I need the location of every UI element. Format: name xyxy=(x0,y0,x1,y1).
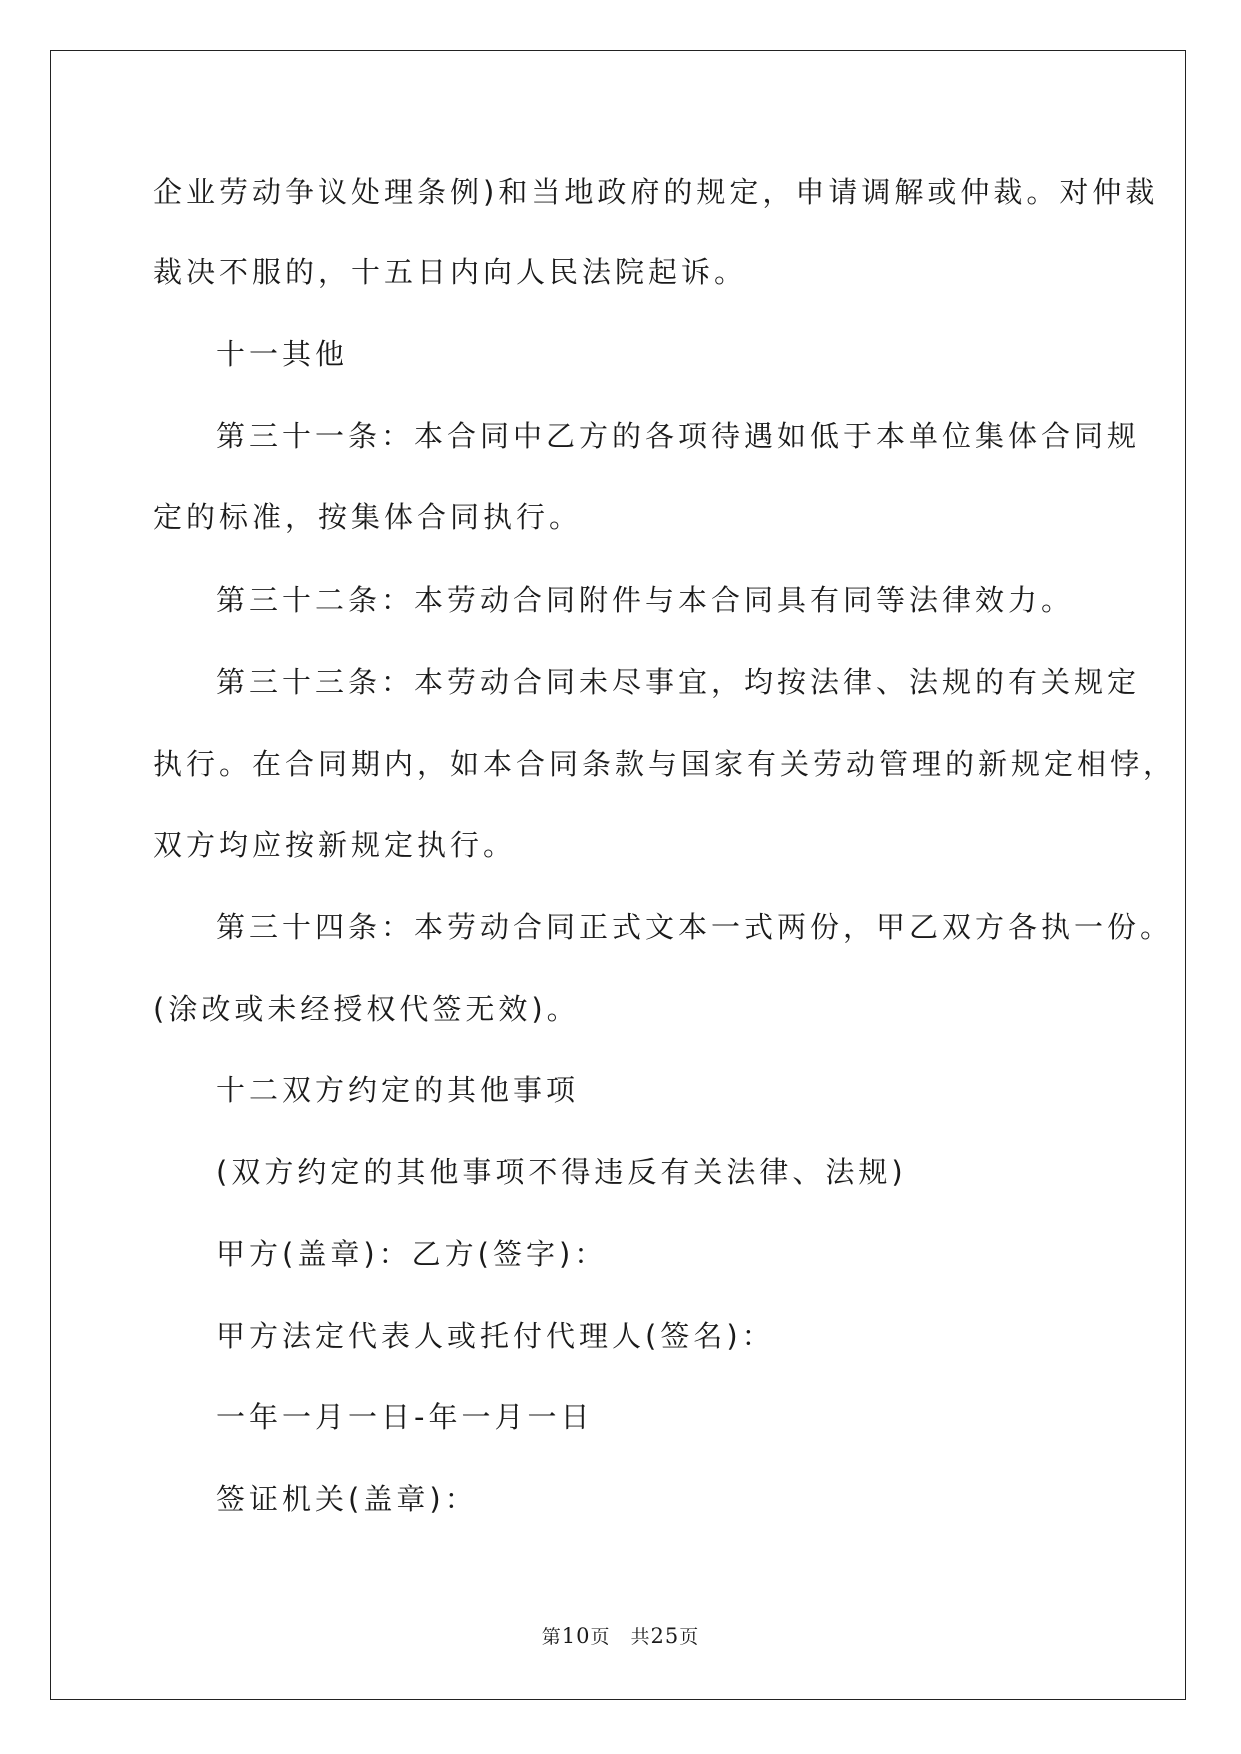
article-31-line-2: 定的标准，按集体合同执行。 xyxy=(153,500,583,534)
current-page-number: 10 xyxy=(561,1624,591,1648)
article-31-line-1: 第三十一条：本合同中乙方的各项待遇如低于本单位集体合同规 xyxy=(216,419,1141,453)
date-range-line: 一年一月一日-年一月一日 xyxy=(216,1400,594,1434)
certifying-authority-line: 签证机关(盖章)： xyxy=(216,1482,478,1516)
article-33-line-3: 双方均应按新规定执行。 xyxy=(153,828,517,862)
total-suffix: 页 xyxy=(679,1626,700,1648)
body-line-1: 企业劳动争议处理条例)和当地政府的规定，申请调解或仲裁。对仲裁 xyxy=(153,175,1159,209)
article-34-line-2: (涂改或未经授权代签无效)。 xyxy=(153,992,580,1026)
page-footer xyxy=(0,1622,1241,1649)
legal-rep-signature-line: 甲方法定代表人或托付代理人(签名)： xyxy=(216,1319,775,1353)
page-suffix: 页 xyxy=(590,1626,611,1648)
article-33-line-2: 执行。在合同期内，如本合同条款与国家有关劳动管理的新规定相悖， xyxy=(153,747,1177,781)
other-matters-note: (双方约定的其他事项不得违反有关法律、法规) xyxy=(216,1155,907,1189)
party-signature-line: 甲方(盖章)：乙方(签字)： xyxy=(216,1237,608,1271)
article-33-line-1: 第三十三条：本劳动合同未尽事宜，均按法律、法规的有关规定 xyxy=(216,665,1141,699)
article-34-line-1: 第三十四条：本劳动合同正式文本一式两份，甲乙双方各执一份。 xyxy=(216,910,1174,944)
section-heading-11: 十一其他 xyxy=(216,337,349,371)
page-prefix: 第 xyxy=(541,1626,562,1648)
total-page-number: 25 xyxy=(650,1624,680,1648)
article-32: 第三十二条：本劳动合同附件与本合同具有同等法律效力。 xyxy=(216,583,1075,617)
section-heading-12: 十二双方约定的其他事项 xyxy=(216,1073,580,1107)
body-line-2: 裁决不服的，十五日内向人民法院起诉。 xyxy=(153,255,748,289)
page-frame xyxy=(50,50,1186,1700)
total-prefix: 共 xyxy=(630,1626,651,1648)
